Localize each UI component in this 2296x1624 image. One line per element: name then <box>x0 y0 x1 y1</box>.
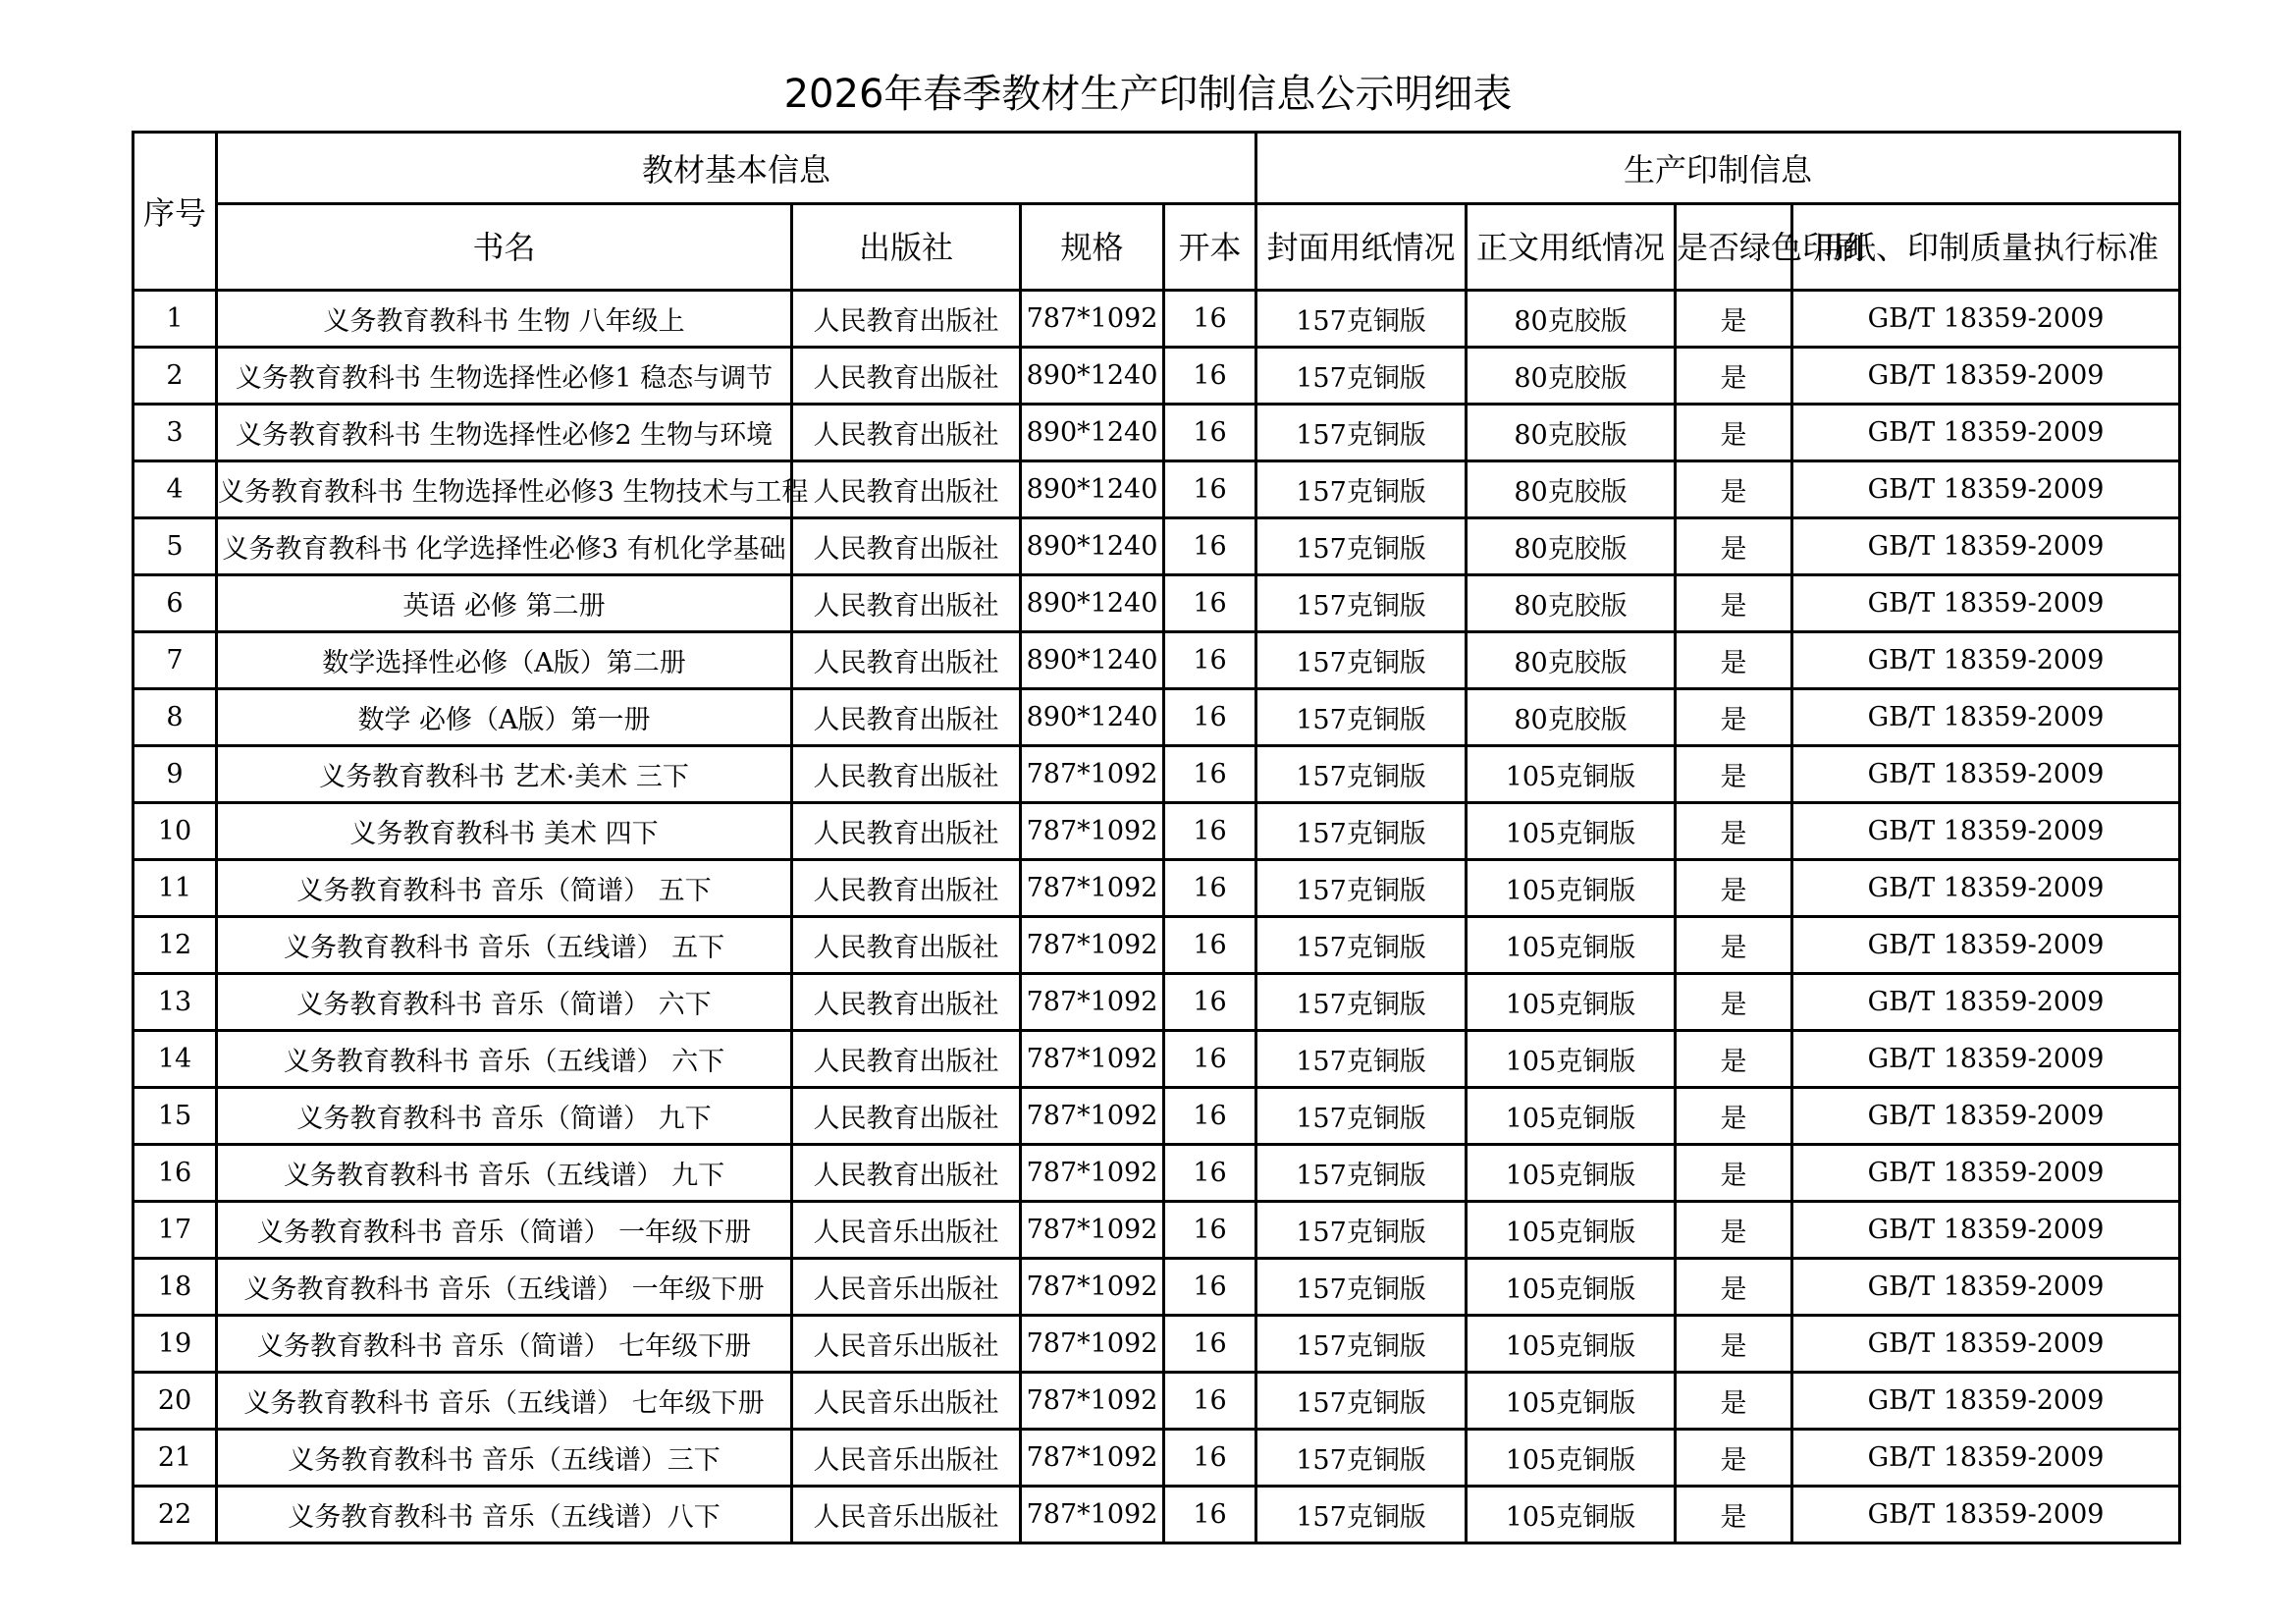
standard-cell: GB/T 18359-2009 <box>1792 461 2180 518</box>
standard-cell: GB/T 18359-2009 <box>1792 1430 2180 1487</box>
book-name-cell: 义务教育教科书 音乐（五线谱） 五下 <box>217 917 792 974</box>
green-print-cell: 是 <box>1676 575 1792 632</box>
standard-cell: GB/T 18359-2009 <box>1792 291 2180 348</box>
publisher-cell: 人民音乐出版社 <box>792 1373 1021 1430</box>
seq-cell: 13 <box>133 974 217 1031</box>
cover-paper-cell: 157克铜版 <box>1256 1145 1467 1202</box>
publisher-cell: 人民教育出版社 <box>792 803 1021 860</box>
table-row <box>133 860 2180 917</box>
header-format: 开本 <box>1164 204 1256 291</box>
green-print-cell: 是 <box>1676 1145 1792 1202</box>
format-cell: 16 <box>1164 405 1256 461</box>
text-paper-cell: 105克铜版 <box>1467 1373 1676 1430</box>
cover-paper-cell: 157克铜版 <box>1256 291 1467 348</box>
header-book-name: 书名 <box>217 204 792 291</box>
publisher-cell: 人民教育出版社 <box>792 689 1021 746</box>
book-name-cell: 义务教育教科书 艺术·美术 三下 <box>217 746 792 803</box>
standard-cell: GB/T 18359-2009 <box>1792 803 2180 860</box>
seq-cell: 10 <box>133 803 217 860</box>
table-row <box>133 1145 2180 1202</box>
text-paper-cell: 105克铜版 <box>1467 1259 1676 1316</box>
seq-cell: 18 <box>133 1259 217 1316</box>
table-row <box>133 291 2180 348</box>
spec-cell: 787*1092 <box>1021 1487 1164 1543</box>
text-paper-cell: 80克胶版 <box>1467 518 1676 575</box>
publisher-cell: 人民教育出版社 <box>792 291 1021 348</box>
standard-cell: GB/T 18359-2009 <box>1792 1487 2180 1543</box>
spec-cell: 787*1092 <box>1021 1430 1164 1487</box>
format-cell: 16 <box>1164 1259 1256 1316</box>
seq-cell: 20 <box>133 1373 217 1430</box>
book-name-cell: 义务教育教科书 生物选择性必修3 生物技术与工程 <box>217 461 792 518</box>
book-name-cell: 义务教育教科书 音乐（五线谱） 一年级下册 <box>217 1259 792 1316</box>
text-paper-cell: 105克铜版 <box>1467 746 1676 803</box>
seq-cell: 16 <box>133 1145 217 1202</box>
table-row <box>133 746 2180 803</box>
book-name-cell: 义务教育教科书 音乐（五线谱）八下 <box>217 1487 792 1543</box>
standard-cell: GB/T 18359-2009 <box>1792 860 2180 917</box>
cover-paper-cell: 157克铜版 <box>1256 1430 1467 1487</box>
standard-cell: GB/T 18359-2009 <box>1792 974 2180 1031</box>
book-name-cell: 英语 必修 第二册 <box>217 575 792 632</box>
table-row <box>133 575 2180 632</box>
header-group-print: 生产印制信息 <box>1256 133 2180 204</box>
green-print-cell: 是 <box>1676 291 1792 348</box>
publisher-cell: 人民教育出版社 <box>792 518 1021 575</box>
spec-cell: 787*1092 <box>1021 746 1164 803</box>
table-row <box>133 803 2180 860</box>
cover-paper-cell: 157克铜版 <box>1256 1202 1467 1259</box>
spec-cell: 890*1240 <box>1021 461 1164 518</box>
format-cell: 16 <box>1164 1145 1256 1202</box>
standard-cell: GB/T 18359-2009 <box>1792 1202 2180 1259</box>
header-text-paper: 正文用纸情况 <box>1467 204 1676 291</box>
seq-cell: 12 <box>133 917 217 974</box>
format-cell: 16 <box>1164 803 1256 860</box>
seq-cell: 22 <box>133 1487 217 1543</box>
standard-cell: GB/T 18359-2009 <box>1792 689 2180 746</box>
cover-paper-cell: 157克铜版 <box>1256 1259 1467 1316</box>
text-paper-cell: 105克铜版 <box>1467 1202 1676 1259</box>
standard-cell: GB/T 18359-2009 <box>1792 1031 2180 1088</box>
table-row <box>133 405 2180 461</box>
publisher-cell: 人民音乐出版社 <box>792 1202 1021 1259</box>
book-name-cell: 义务教育教科书 生物选择性必修1 稳态与调节 <box>217 348 792 405</box>
green-print-cell: 是 <box>1676 1088 1792 1145</box>
standard-cell: GB/T 18359-2009 <box>1792 1373 2180 1430</box>
publisher-cell: 人民教育出版社 <box>792 461 1021 518</box>
format-cell: 16 <box>1164 746 1256 803</box>
book-name-cell: 义务教育教科书 音乐（五线谱）三下 <box>217 1430 792 1487</box>
spec-cell: 890*1240 <box>1021 348 1164 405</box>
spec-cell: 787*1092 <box>1021 974 1164 1031</box>
book-name-cell: 义务教育教科书 音乐（简谱） 六下 <box>217 974 792 1031</box>
standard-cell: GB/T 18359-2009 <box>1792 1316 2180 1373</box>
format-cell: 16 <box>1164 1316 1256 1373</box>
table-row <box>133 1088 2180 1145</box>
header-seq: 序号 <box>133 133 217 291</box>
seq-cell: 17 <box>133 1202 217 1259</box>
table-row <box>133 1373 2180 1430</box>
seq-cell: 6 <box>133 575 217 632</box>
standard-cell: GB/T 18359-2009 <box>1792 746 2180 803</box>
publisher-cell: 人民教育出版社 <box>792 405 1021 461</box>
text-paper-cell: 80克胶版 <box>1467 291 1676 348</box>
seq-cell: 15 <box>133 1088 217 1145</box>
seq-cell: 14 <box>133 1031 217 1088</box>
publisher-cell: 人民教育出版社 <box>792 632 1021 689</box>
format-cell: 16 <box>1164 1430 1256 1487</box>
cover-paper-cell: 157克铜版 <box>1256 575 1467 632</box>
text-paper-cell: 105克铜版 <box>1467 917 1676 974</box>
book-name-cell: 义务教育教科书 音乐（五线谱） 六下 <box>217 1031 792 1088</box>
green-print-cell: 是 <box>1676 1487 1792 1543</box>
header-group-basic: 教材基本信息 <box>217 133 1256 204</box>
book-name-cell: 义务教育教科书 音乐（简谱） 九下 <box>217 1088 792 1145</box>
green-print-cell: 是 <box>1676 1373 1792 1430</box>
text-paper-cell: 105克铜版 <box>1467 1145 1676 1202</box>
publisher-cell: 人民音乐出版社 <box>792 1316 1021 1373</box>
format-cell: 16 <box>1164 518 1256 575</box>
cover-paper-cell: 157克铜版 <box>1256 518 1467 575</box>
seq-cell: 1 <box>133 291 217 348</box>
text-paper-cell: 105克铜版 <box>1467 1316 1676 1373</box>
text-paper-cell: 105克铜版 <box>1467 1487 1676 1543</box>
publisher-cell: 人民教育出版社 <box>792 917 1021 974</box>
spec-cell: 787*1092 <box>1021 860 1164 917</box>
green-print-cell: 是 <box>1676 974 1792 1031</box>
cover-paper-cell: 157克铜版 <box>1256 348 1467 405</box>
spec-cell: 890*1240 <box>1021 405 1164 461</box>
seq-cell: 11 <box>133 860 217 917</box>
standard-cell: GB/T 18359-2009 <box>1792 1145 2180 1202</box>
cover-paper-cell: 157克铜版 <box>1256 1088 1467 1145</box>
format-cell: 16 <box>1164 461 1256 518</box>
table-row <box>133 518 2180 575</box>
seq-cell: 7 <box>133 632 217 689</box>
spec-cell: 787*1092 <box>1021 1145 1164 1202</box>
text-paper-cell: 105克铜版 <box>1467 1088 1676 1145</box>
cover-paper-cell: 157克铜版 <box>1256 974 1467 1031</box>
format-cell: 16 <box>1164 974 1256 1031</box>
green-print-cell: 是 <box>1676 1316 1792 1373</box>
header-standard: 用纸、印制质量执行标准 <box>1792 204 2180 291</box>
cover-paper-cell: 157克铜版 <box>1256 1316 1467 1373</box>
standard-cell: GB/T 18359-2009 <box>1792 1259 2180 1316</box>
format-cell: 16 <box>1164 1487 1256 1543</box>
header-green-print: 是否绿色印刷 <box>1676 204 1792 291</box>
table-row <box>133 1031 2180 1088</box>
spec-cell: 890*1240 <box>1021 575 1164 632</box>
green-print-cell: 是 <box>1676 1202 1792 1259</box>
table-row <box>133 632 2180 689</box>
seq-cell: 3 <box>133 405 217 461</box>
seq-cell: 8 <box>133 689 217 746</box>
table-row <box>133 348 2180 405</box>
publisher-cell: 人民教育出版社 <box>792 1145 1021 1202</box>
spec-cell: 787*1092 <box>1021 1088 1164 1145</box>
seq-cell: 4 <box>133 461 217 518</box>
publisher-cell: 人民教育出版社 <box>792 860 1021 917</box>
book-name-cell: 义务教育教科书 化学选择性必修3 有机化学基础 <box>217 518 792 575</box>
publisher-cell: 人民音乐出版社 <box>792 1487 1021 1543</box>
seq-cell: 5 <box>133 518 217 575</box>
seq-cell: 21 <box>133 1430 217 1487</box>
format-cell: 16 <box>1164 1202 1256 1259</box>
cover-paper-cell: 157克铜版 <box>1256 860 1467 917</box>
green-print-cell: 是 <box>1676 860 1792 917</box>
green-print-cell: 是 <box>1676 405 1792 461</box>
text-paper-cell: 80克胶版 <box>1467 632 1676 689</box>
spec-cell: 787*1092 <box>1021 1031 1164 1088</box>
text-paper-cell: 80克胶版 <box>1467 348 1676 405</box>
publisher-cell: 人民教育出版社 <box>792 746 1021 803</box>
format-cell: 16 <box>1164 291 1256 348</box>
green-print-cell: 是 <box>1676 803 1792 860</box>
header-row-columns <box>133 204 2180 291</box>
publisher-cell: 人民教育出版社 <box>792 1031 1021 1088</box>
green-print-cell: 是 <box>1676 917 1792 974</box>
book-name-cell: 义务教育教科书 音乐（五线谱） 九下 <box>217 1145 792 1202</box>
publisher-cell: 人民音乐出版社 <box>792 1259 1021 1316</box>
table-row <box>133 974 2180 1031</box>
header-spec: 规格 <box>1021 204 1164 291</box>
table-row <box>133 1316 2180 1373</box>
text-paper-cell: 80克胶版 <box>1467 575 1676 632</box>
book-name-cell: 义务教育教科书 音乐（简谱） 一年级下册 <box>217 1202 792 1259</box>
publisher-cell: 人民教育出版社 <box>792 974 1021 1031</box>
spec-cell: 890*1240 <box>1021 518 1164 575</box>
spec-cell: 787*1092 <box>1021 291 1164 348</box>
standard-cell: GB/T 18359-2009 <box>1792 1088 2180 1145</box>
green-print-cell: 是 <box>1676 1259 1792 1316</box>
standard-cell: GB/T 18359-2009 <box>1792 405 2180 461</box>
publisher-cell: 人民教育出版社 <box>792 348 1021 405</box>
format-cell: 16 <box>1164 1088 1256 1145</box>
table-row <box>133 1202 2180 1259</box>
book-name-cell: 义务教育教科书 生物选择性必修2 生物与环境 <box>217 405 792 461</box>
green-print-cell: 是 <box>1676 746 1792 803</box>
book-name-cell: 义务教育教科书 美术 四下 <box>217 803 792 860</box>
cover-paper-cell: 157克铜版 <box>1256 632 1467 689</box>
text-paper-cell: 105克铜版 <box>1467 803 1676 860</box>
table-row <box>133 1430 2180 1487</box>
green-print-cell: 是 <box>1676 461 1792 518</box>
publisher-cell: 人民教育出版社 <box>792 575 1021 632</box>
standard-cell: GB/T 18359-2009 <box>1792 575 2180 632</box>
header-row-groups <box>133 133 2180 204</box>
book-name-cell: 义务教育教科书 音乐（简谱） 七年级下册 <box>217 1316 792 1373</box>
format-cell: 16 <box>1164 917 1256 974</box>
standard-cell: GB/T 18359-2009 <box>1792 632 2180 689</box>
header-publisher: 出版社 <box>792 204 1021 291</box>
format-cell: 16 <box>1164 575 1256 632</box>
header-cover-paper: 封面用纸情况 <box>1256 204 1467 291</box>
table-row <box>133 1259 2180 1316</box>
spec-cell: 787*1092 <box>1021 803 1164 860</box>
seq-cell: 19 <box>133 1316 217 1373</box>
cover-paper-cell: 157克铜版 <box>1256 1373 1467 1430</box>
book-name-cell: 数学选择性必修（A版）第二册 <box>217 632 792 689</box>
text-paper-cell: 80克胶版 <box>1467 689 1676 746</box>
cover-paper-cell: 157克铜版 <box>1256 917 1467 974</box>
spec-cell: 787*1092 <box>1021 1316 1164 1373</box>
table-body <box>133 291 2180 1543</box>
text-paper-cell: 80克胶版 <box>1467 405 1676 461</box>
green-print-cell: 是 <box>1676 348 1792 405</box>
text-paper-cell: 105克铜版 <box>1467 860 1676 917</box>
format-cell: 16 <box>1164 860 1256 917</box>
green-print-cell: 是 <box>1676 689 1792 746</box>
format-cell: 16 <box>1164 632 1256 689</box>
standard-cell: GB/T 18359-2009 <box>1792 917 2180 974</box>
cover-paper-cell: 157克铜版 <box>1256 1031 1467 1088</box>
spec-cell: 890*1240 <box>1021 689 1164 746</box>
seq-cell: 9 <box>133 746 217 803</box>
table-row <box>133 917 2180 974</box>
spec-cell: 787*1092 <box>1021 1373 1164 1430</box>
book-name-cell: 义务教育教科书 音乐（五线谱） 七年级下册 <box>217 1373 792 1430</box>
format-cell: 16 <box>1164 1031 1256 1088</box>
spec-cell: 787*1092 <box>1021 1202 1164 1259</box>
cover-paper-cell: 157克铜版 <box>1256 746 1467 803</box>
text-paper-cell: 105克铜版 <box>1467 1430 1676 1487</box>
green-print-cell: 是 <box>1676 632 1792 689</box>
text-paper-cell: 105克铜版 <box>1467 1031 1676 1088</box>
publisher-cell: 人民音乐出版社 <box>792 1430 1021 1487</box>
table-row <box>133 689 2180 746</box>
green-print-cell: 是 <box>1676 518 1792 575</box>
standard-cell: GB/T 18359-2009 <box>1792 518 2180 575</box>
format-cell: 16 <box>1164 348 1256 405</box>
book-name-cell: 数学 必修（A版）第一册 <box>217 689 792 746</box>
cover-paper-cell: 157克铜版 <box>1256 1487 1467 1543</box>
book-name-cell: 义务教育教科书 生物 八年级上 <box>217 291 792 348</box>
page-title: 2026年春季教材生产印制信息公示明细表 <box>783 72 1513 117</box>
book-name-cell: 义务教育教科书 音乐（简谱） 五下 <box>217 860 792 917</box>
publisher-cell: 人民教育出版社 <box>792 1088 1021 1145</box>
text-paper-cell: 80克胶版 <box>1467 461 1676 518</box>
green-print-cell: 是 <box>1676 1031 1792 1088</box>
cover-paper-cell: 157克铜版 <box>1256 689 1467 746</box>
format-cell: 16 <box>1164 1373 1256 1430</box>
spec-cell: 787*1092 <box>1021 917 1164 974</box>
standard-cell: GB/T 18359-2009 <box>1792 348 2180 405</box>
table-row <box>133 461 2180 518</box>
format-cell: 16 <box>1164 689 1256 746</box>
cover-paper-cell: 157克铜版 <box>1256 405 1467 461</box>
spec-cell: 890*1240 <box>1021 632 1164 689</box>
green-print-cell: 是 <box>1676 1430 1792 1487</box>
text-paper-cell: 105克铜版 <box>1467 974 1676 1031</box>
seq-cell: 2 <box>133 348 217 405</box>
textbook-table <box>132 131 2181 1544</box>
table-row <box>133 1487 2180 1543</box>
cover-paper-cell: 157克铜版 <box>1256 461 1467 518</box>
spec-cell: 787*1092 <box>1021 1259 1164 1316</box>
cover-paper-cell: 157克铜版 <box>1256 803 1467 860</box>
